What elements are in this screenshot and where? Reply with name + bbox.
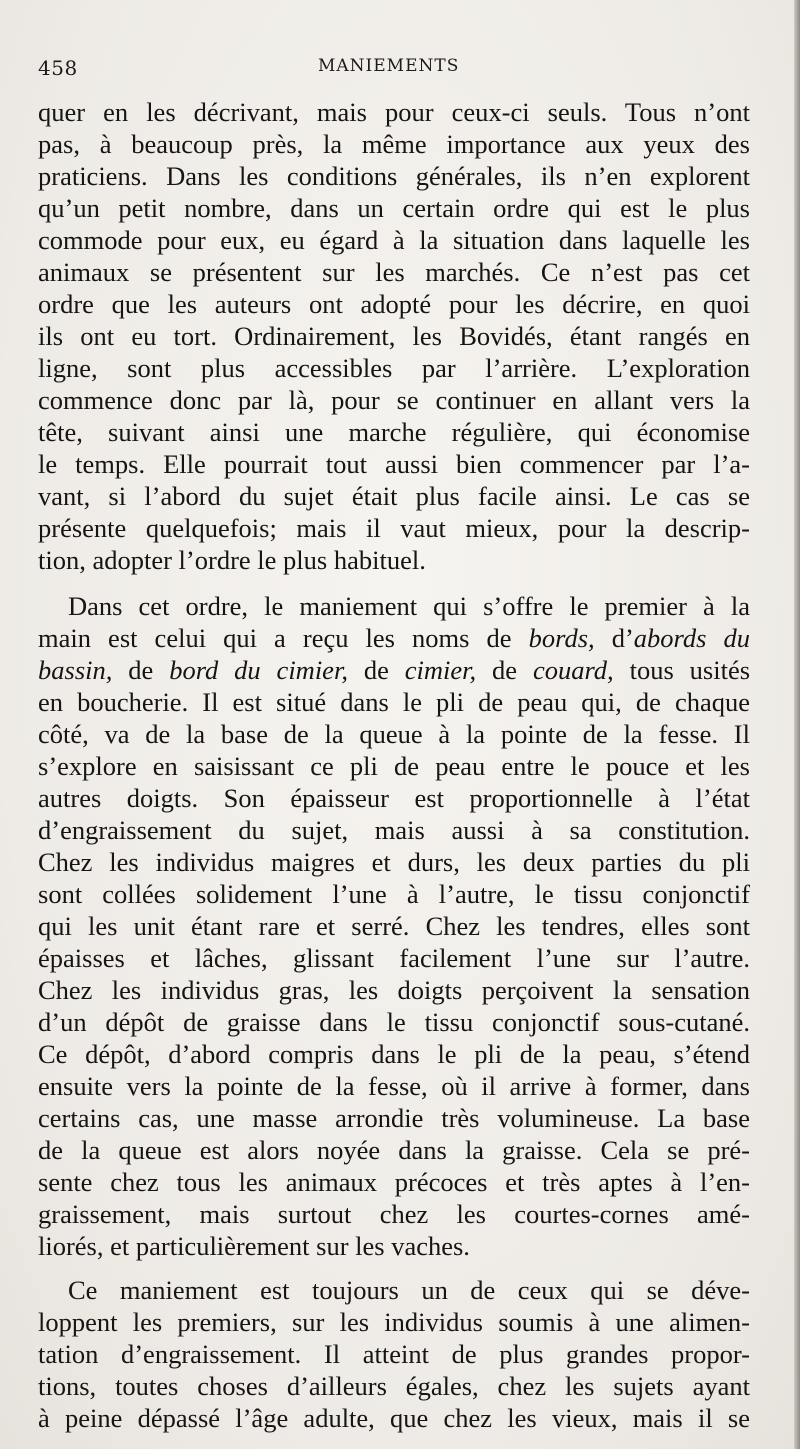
text-line: liorés, et particulièrement sur les vaches. <box>38 1231 470 1261</box>
text-line: d’un dépôt de graisse dans le tissu conjonctif sous-cutané. <box>38 1007 750 1037</box>
running-title: MANIEMENTS <box>318 56 460 76</box>
text-line: s’explore en saisissant ce pli de peau entre le pouce et les <box>38 751 750 781</box>
text-line: vant, si l’abord du sujet était plus facile ainsi. Le cas se <box>38 481 750 511</box>
text-line: tête, suivant ainsi une marche régulière, qui économise <box>38 417 750 447</box>
body-text <box>38 96 750 1434</box>
text-line: tation d’engraissement. Il atteint de plus grandes propor- <box>38 1339 750 1369</box>
text-line: ligne, sont plus accessibles par l’arrière. L’exploration <box>38 353 750 383</box>
paragraph <box>38 1274 750 1434</box>
text-line: graissement, mais surtout chez les courtes-cornes amé- <box>38 1199 750 1229</box>
text-line: sente chez tous les animaux précoces et très aptes à l’en- <box>38 1167 750 1197</box>
text-line: Chez les individus maigres et durs, les deux parties du pli <box>38 847 750 877</box>
text-line: ils ont eu tort. Ordinairement, les Bovidés, étant rangés en <box>38 321 750 351</box>
text-line: bassin, de bord du cimier, de cimier, de couard, tous usités <box>38 655 751 685</box>
paragraph-gap <box>38 576 750 590</box>
paragraph <box>38 96 750 576</box>
text-line: à peine dépassé l’âge adulte, que chez les vieux, mais il se <box>38 1403 750 1433</box>
text-line: le temps. Elle pourrait tout aussi bien commencer par l’a- <box>38 449 750 479</box>
text-line: en boucherie. Il est situé dans le pli de peau qui, de chaque <box>38 687 750 717</box>
text-line: tions, toutes choses d’ailleurs égales, chez les sujets ayant <box>38 1371 750 1401</box>
text-line: Ce dépôt, d’abord compris dans le pli de la peau, s’étend <box>38 1039 750 1069</box>
text-line: sont collées solidement l’une à l’autre, le tissu conjonctif <box>38 879 750 909</box>
paragraph <box>38 590 750 1262</box>
text-line: animaux se présentent sur les marchés. Ce n’est pas cet <box>38 257 750 287</box>
text-line: Dans cet ordre, le maniement qui s’offre le premier à la <box>68 591 750 621</box>
text-line: d’engraissement du sujet, mais aussi à sa constitution. <box>38 815 750 845</box>
text-line: pas, à beaucoup près, la même importance aux yeux des <box>38 129 750 159</box>
text-line: Chez les individus gras, les doigts perçoivent la sensation <box>38 975 750 1005</box>
text-line: quer en les décrivant, mais pour ceux-ci seuls. Tous n’ont <box>38 97 750 127</box>
text-line: commode pour eux, eu égard à la situation dans laquelle les <box>38 225 750 255</box>
page-number: 458 <box>38 56 78 80</box>
text-line: loppent les premiers, sur les individus soumis à une alimen- <box>38 1307 750 1337</box>
text-line: épaisses et lâches, glissant facilement l’une sur l’autre. <box>38 943 750 973</box>
text-line: certains cas, une masse arrondie très volumineuse. La base <box>38 1103 750 1133</box>
text-line: présente quelquefois; mais il vaut mieux, pour la descrip- <box>38 513 750 543</box>
text-line: ensuite vers la pointe de la fesse, où il arrive à former, dans <box>38 1071 750 1101</box>
paragraph-gap <box>38 1262 750 1274</box>
text-line: tion, adopter l’ordre le plus habituel. <box>38 545 426 575</box>
text-line: praticiens. Dans les conditions générales, ils n’en explorent <box>38 161 750 191</box>
text-line: de la queue est alors noyée dans la graisse. Cela se pré- <box>38 1135 750 1165</box>
text-line: main est celui qui a reçu les noms de bords, d’abords du <box>38 623 750 653</box>
text-line: autres doigts. Son épaisseur est proportionnelle à l’état <box>38 783 750 813</box>
text-line: Ce maniement est toujours un de ceux qui se déve- <box>68 1275 750 1305</box>
text-line: ordre que les auteurs ont adopté pour les décrire, en quoi <box>38 289 750 319</box>
text-line: qui les unit étant rare et serré. Chez les tendres, elles sont <box>38 911 750 941</box>
text-line: commence donc par là, pour se continuer en allant vers la <box>38 385 750 415</box>
page-header <box>38 52 750 88</box>
page-edge-shadow <box>794 0 800 1449</box>
text-line: côté, va de la base de la queue à la pointe de la fesse. Il <box>38 719 750 749</box>
text-line: qu’un petit nombre, dans un certain ordre qui est le plus <box>38 193 750 223</box>
